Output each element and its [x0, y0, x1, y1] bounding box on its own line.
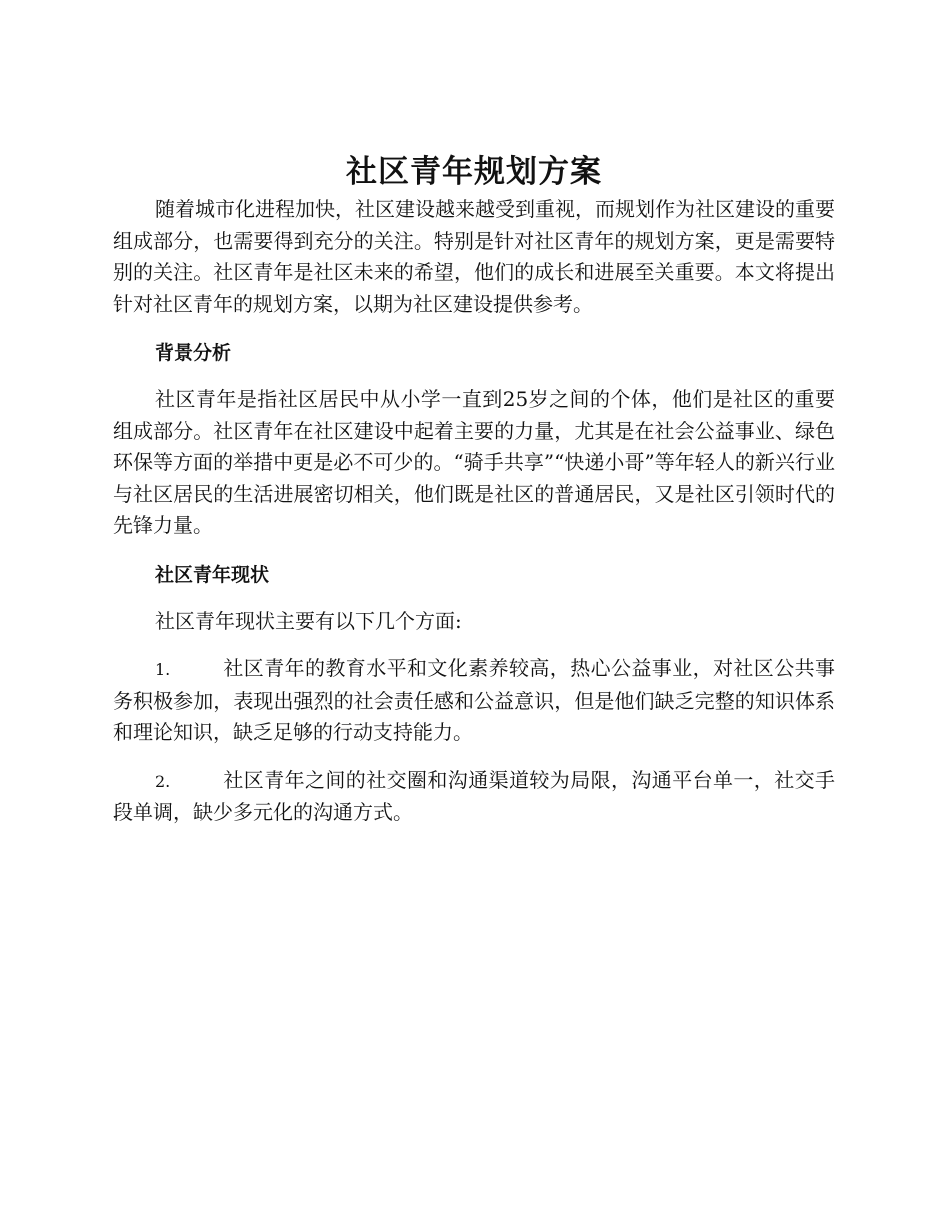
section-heading-background: 背景分析	[155, 342, 232, 364]
spacer	[113, 320, 835, 338]
spacer	[113, 368, 835, 384]
status-intro-paragraph: 社区青年现状主要有以下几个方面:	[155, 608, 462, 633]
spacer	[113, 590, 835, 606]
spacer	[113, 749, 835, 765]
background-paragraph: 社区青年是指社区居民中从小学一直到25岁之间的个体，他们是社区的重要组成部分。社区青年在社区建设中起着主要的力量，尤其是在社会公益事业、绿色环保等方面的举措中更是必不可少的。“骑手共享”“快递小哥”等年轻人的新兴行业与社区居民的生活进展密切相关，他们既是社区的普通居民，又是社区引领时代的先锋力量。	[113, 387, 835, 537]
section-heading-status: 社区青年现状	[155, 563, 270, 586]
intro-paragraph: 随着城市化进程加快，社区建设越来越受到重视，而规划作为社区建设的重要组成部分，也需要得到充分的关注。特别是针对社区青年的规划方案，更是需要特别的关注。社区青年是社区未来的希望，他们的成长和进展至关重要。本文将提出针对社区青年的规划方案，以期为社区建设提供参考。	[113, 197, 835, 316]
list-item-text: 社区青年的教育水平和文化素养较高，热心公益事业，对社区公共事务积极参加，表现出强烈的社会责任感和公益意识，但是他们缺乏完整的知识体系和理论知识，缺乏足够的行动支持能力。	[113, 656, 835, 744]
list-number: 1.	[155, 660, 171, 679]
list-item	[113, 653, 835, 749]
document-page	[113, 150, 835, 829]
list-item-text: 社区青年之间的社交圈和沟通渠道较为局限，沟通平台单一，社交手段单调，缺少多元化的沟通方式。	[113, 767, 835, 824]
spacer	[113, 542, 835, 560]
list-item	[113, 765, 835, 829]
list-number: 2.	[155, 771, 171, 791]
document-title: 社区青年规划方案	[346, 154, 602, 190]
spacer	[113, 637, 835, 653]
